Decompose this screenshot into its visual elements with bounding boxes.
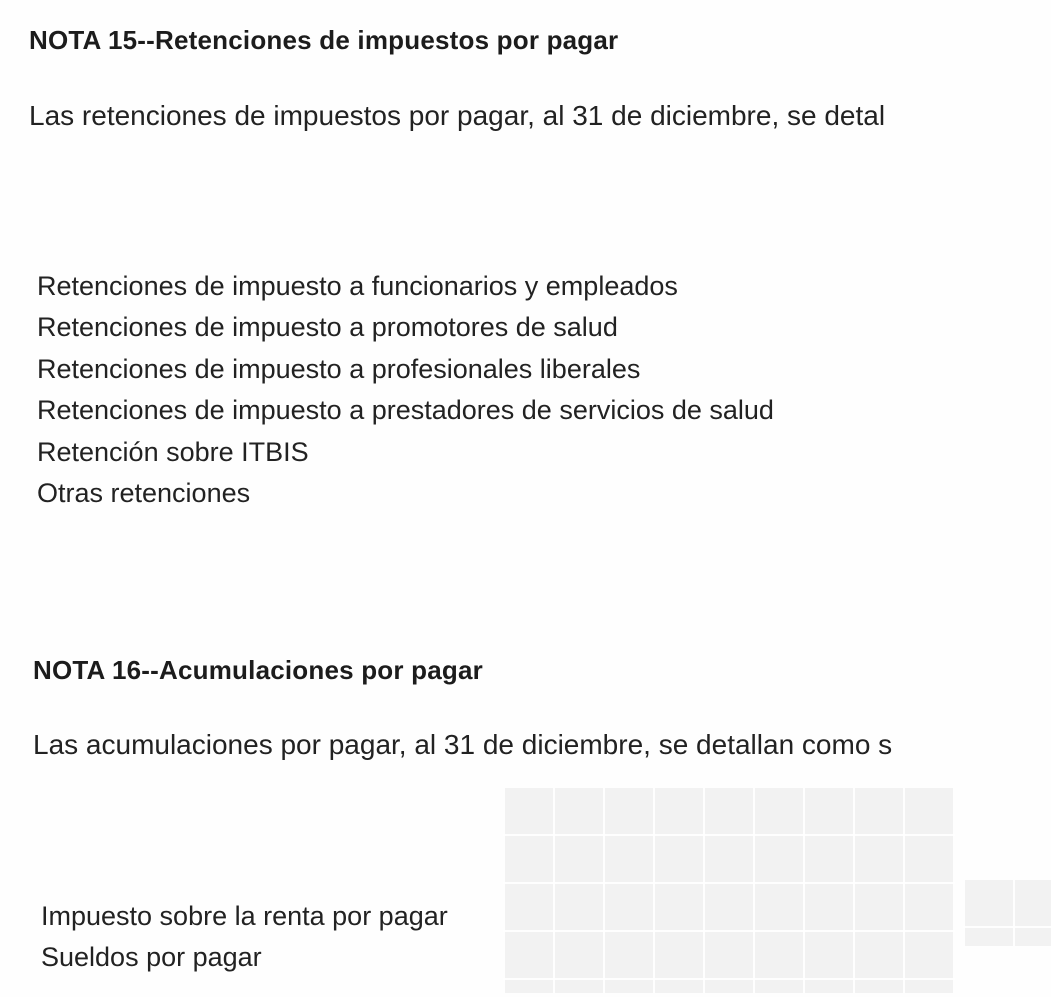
list-item: Impuesto sobre la renta por pagar xyxy=(41,901,448,931)
scan-shading-right xyxy=(963,880,1051,946)
nota-15-title: NOTA 15--Retenciones de impuestos por pagar xyxy=(29,25,619,55)
list-item: Retenciones de impuesto a profesionales liberales xyxy=(37,353,641,384)
nota-16-intro: Las acumulaciones por pagar, al 31 de diciembre, se detallan como s xyxy=(33,729,893,760)
list-item: Otras retenciones xyxy=(37,477,251,508)
list-item: Sueldos por pagar xyxy=(41,942,262,973)
nota-15-item-list xyxy=(37,266,774,514)
nota-15-intro: Las retenciones de impuestos por pagar, al 31 de diciembre, se detal xyxy=(29,100,886,131)
list-item: Retenciones de impuesto a prestadores de servicios de salud xyxy=(37,395,774,426)
nota-16-title: NOTA 16--Acumulaciones por pagar xyxy=(33,655,483,685)
list-item: Retenciones de impuesto a promotores de salud xyxy=(37,312,618,343)
nota-16-item-list xyxy=(41,896,448,979)
list-item: Retención sobre ITBIS xyxy=(37,436,309,467)
list-item: Retenciones de impuesto a funcionarios y empleados xyxy=(37,271,678,301)
scan-shading xyxy=(503,788,955,993)
